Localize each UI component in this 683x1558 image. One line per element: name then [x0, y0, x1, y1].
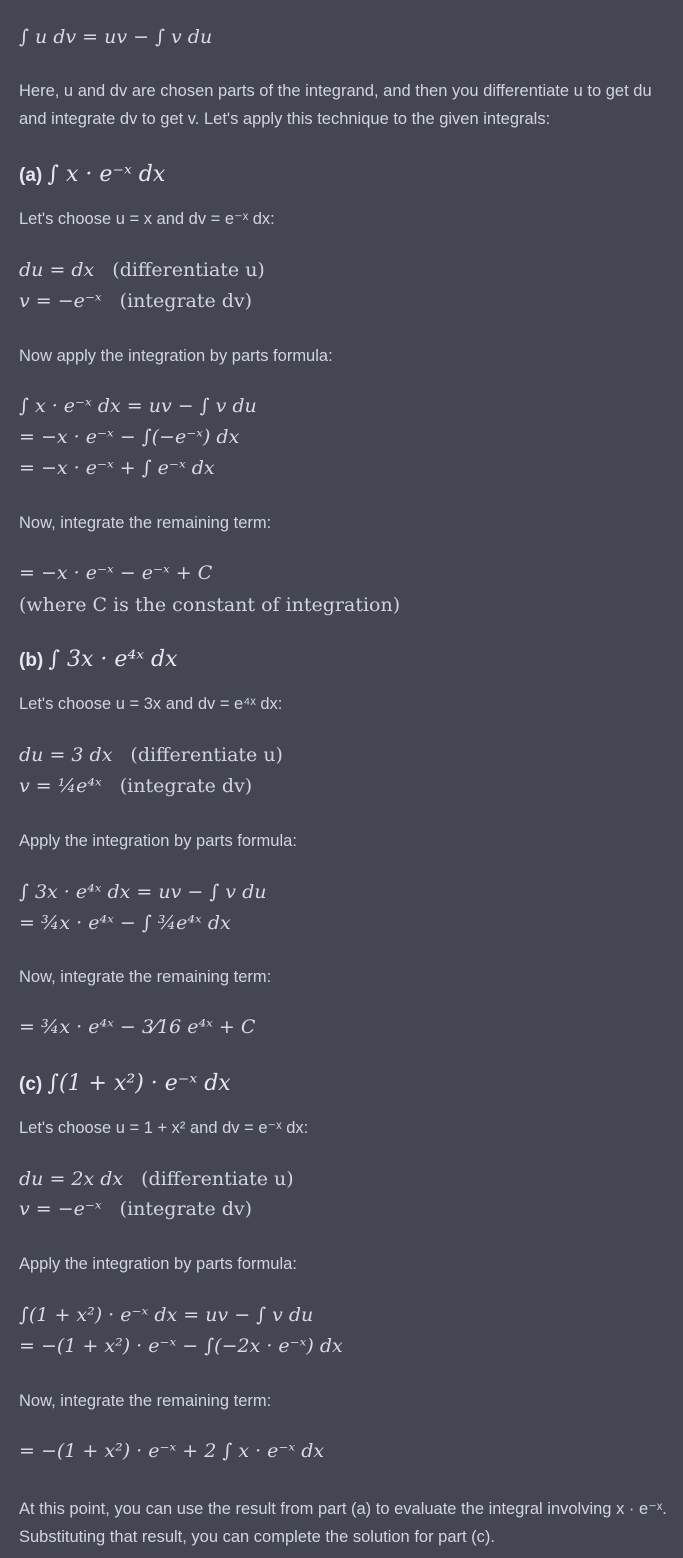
part-c-v-line	[19, 1198, 252, 1220]
part-c-step1: ∫(1 + x²) · e⁻ˣ dx = uv − ∫ v du	[19, 1304, 314, 1326]
part-c-remaining: Now, integrate the remaining term:	[19, 1392, 272, 1410]
part-a-v-line	[19, 290, 252, 312]
part-c-heading	[19, 1071, 231, 1096]
part-a-du: du = dx	[19, 259, 95, 281]
part-a-integral: ∫ x · e⁻ˣ dx	[47, 162, 166, 187]
part-a-step3: = −x · e⁻ˣ + ∫ e⁻ˣ dx	[19, 457, 215, 479]
part-c-v-note: (integrate dv)	[119, 1198, 253, 1220]
part-b-label: (b)	[19, 650, 44, 671]
part-a-remaining: Now, integrate the remaining term:	[19, 514, 272, 532]
part-a-step2: = −x · e⁻ˣ − ∫(−e⁻ˣ) dx	[19, 426, 240, 448]
part-a-constant-note: (where C is the constant of integration)	[19, 594, 401, 616]
part-b-v: v = ¼e⁴ˣ	[19, 775, 102, 797]
part-b-result: = ¾x · e⁴ˣ − 3⁄16 e⁴ˣ + C	[19, 1016, 256, 1038]
part-a-result: = −x · e⁻ˣ − e⁻ˣ + C	[19, 562, 213, 584]
part-b-apply: Apply the integration by parts formula:	[19, 832, 297, 850]
ibp-formula: ∫ u dv = uv − ∫ v du	[19, 26, 213, 48]
part-c-du: du = 2x dx	[19, 1168, 124, 1190]
part-b-step1: ∫ 3x · e⁴ˣ dx = uv − ∫ v du	[19, 881, 267, 903]
part-b-step2: = ¾x · e⁴ˣ − ∫ ¾e⁴ˣ dx	[19, 912, 231, 934]
intro-paragraph: Here, u and dv are chosen parts of the integrand, and then you differentiate u to get du and integrate dv to get v. Let's apply this technique to the given integrals:	[19, 82, 652, 128]
part-c-step2: = −(1 + x²) · e⁻ˣ − ∫(−2x · e⁻ˣ) dx	[19, 1335, 343, 1357]
part-c-du-line	[19, 1168, 294, 1190]
part-b-integral: ∫ 3x · e⁴ˣ dx	[48, 647, 178, 672]
part-a-apply: Now apply the integration by parts formula:	[19, 347, 333, 365]
part-b-remaining: Now, integrate the remaining term:	[19, 968, 272, 986]
part-b-v-note: (integrate dv)	[119, 775, 253, 797]
part-a-heading	[19, 162, 165, 187]
part-b-du: du = 3 dx	[19, 744, 113, 766]
part-a-du-note: (differentiate u)	[112, 259, 265, 281]
part-a-v: v = −e⁻ˣ	[19, 290, 102, 312]
part-a-label: (a)	[19, 165, 43, 186]
part-c-choose: Let's choose u = 1 + x² and dv = e⁻ˣ dx:	[19, 1119, 309, 1137]
part-b-heading	[19, 647, 178, 672]
part-b-du-line	[19, 744, 283, 766]
part-c-v: v = −e⁻ˣ	[19, 1198, 102, 1220]
part-c-apply: Apply the integration by parts formula:	[19, 1255, 297, 1273]
part-c-result: = −(1 + x²) · e⁻ˣ + 2 ∫ x · e⁻ˣ dx	[19, 1440, 325, 1462]
part-b-choose: Let's choose u = 3x and dv = e⁴ˣ dx:	[19, 695, 283, 713]
part-c-label: (c)	[19, 1074, 43, 1095]
conclusion-paragraph: At this point, you can use the result from part (a) to evaluate the integral involving x · e⁻ˣ. Substituting that result, you can complete the solution for part (c).	[19, 1500, 667, 1546]
part-c-du-note: (differentiate u)	[141, 1168, 294, 1190]
part-b-v-line	[19, 775, 252, 797]
part-a-v-note: (integrate dv)	[119, 290, 253, 312]
part-a-step1: ∫ x · e⁻ˣ dx = uv − ∫ v du	[19, 395, 257, 417]
part-a-du-line	[19, 259, 265, 281]
part-c-integral: ∫(1 + x²) · e⁻ˣ dx	[47, 1071, 231, 1096]
part-b-du-note: (differentiate u)	[130, 744, 283, 766]
part-a-choose: Let's choose u = x and dv = e⁻ˣ dx:	[19, 210, 275, 228]
